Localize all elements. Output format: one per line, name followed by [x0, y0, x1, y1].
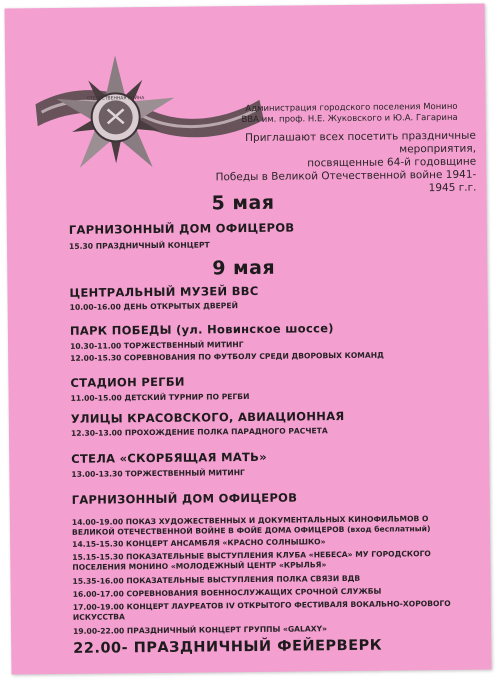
flyer [5, 4, 492, 675]
invitation-line-3: Победы в Великой Отечественной войне 1941-1945 г.г. [215, 168, 477, 195]
venue-streets: УЛИЦЫ КРАСОВСКОГО, АВИАЦИОННАЯ [70, 408, 345, 426]
organizer-line-1: Администрация городского поселения Монино [245, 101, 458, 115]
invitation-line-2: посвященные 64-й годовщине [307, 155, 477, 170]
event-rally-2: 13.00-13.30 ТОРЖЕСТВЕННЫЙ МИТИНГ [71, 468, 245, 479]
emblem-text: ОТЕЧЕСТВЕННАЯ ВОЙНА [86, 96, 145, 102]
invitation-line-1: Приглашают всех посетить праздничные мероприятия, [245, 129, 477, 156]
event-parade: 12.30-13.00 ПРОХОЖДЕНИЕ ПОЛКА ПАРАДНОГО РАСЧЕТА [70, 426, 328, 438]
event-galaxy-concert: 19.00-22.00 ПРАЗДНИЧНЫЙ КОНЦЕРТ ГРУППЫ «GALAXY» [73, 624, 328, 636]
event-open-day: 10.00-16.00 ДЕНЬ ОТКРЫТЫХ ДВЕРЕЙ [69, 301, 238, 312]
venue-victory-park: ПАРК ПОБЕДЫ (ул. Новинское шоссе) [69, 321, 334, 338]
event-laureates-concert: 17.00-19.00 КОНЦЕРТ ЛАУРЕАТОВ IV ОТКРЫТОГО ФЕСТИВАЛЯ ВОКАЛЬНО-ХОРОВОГО ИСКУССТВА [72, 598, 451, 622]
venue-officers-house-may9: ГАРНИЗОННЫЙ ДОМ ОФИЦЕРОВ [71, 490, 298, 507]
date-may-9: 9 мая [212, 256, 276, 280]
event-rally-1: 10.30-11.00 ТОРЖЕСТВЕННЫЙ МИТИНГ [70, 340, 244, 351]
event-servicemen-competition: 16.00-17.00 СОРЕВНОВАНИЯ ВОЕННОСЛУЖАЩИХ СРОЧНОЙ СЛУЖБЫ [72, 586, 382, 599]
venue-officers-house-may5: ГАРНИЗОННЫЙ ДОМ ОФИЦЕРОВ [68, 220, 295, 237]
organizer-line-2: ВВА им. проф. Н.Е. Жуковского и Ю.А. Гагарина [241, 112, 458, 126]
header [194, 102, 477, 198]
event-football: 12.00-15.30 СОРЕВНОВАНИЯ ПО ФУТБОЛУ СРЕДИ ДВОРОВЫХ КОМАНД [70, 350, 384, 363]
event-rugby: 11.00-15.00 ДЕТСКИЙ ТУРНИР ПО РЕГБИ [70, 391, 250, 403]
date-may-5: 5 мая [211, 191, 275, 215]
venue-air-force-museum: ЦЕНТРАЛЬНЫЙ МУЗЕЙ ВВС [69, 283, 259, 300]
event-vdv-regiment: 15.35-16.00 ПОКАЗАТЕЛЬНЫЕ ВЫСТУПЛЕНИЯ ПОЛКА СВЯЗИ ВДВ [72, 573, 361, 586]
fireworks-headline: 22.00- ПРАЗДНИЧНЫЙ ФЕЙЕРВЕРК [73, 637, 383, 657]
event-ensemble-concert: 14.15-15.30 КОНЦЕРТ АНСАМБЛЯ «КРАСНО СОЛНЫШКО» [72, 537, 326, 549]
event-nebesa-club: 15.15-15.30 ПОКАЗАТЕЛЬНЫЕ ВЫСТУПЛЕНИЯ КЛУБА «НЕБЕСА» МУ ГОРОДСКОГО ПОСЕЛЕНИЯ МОНИНО «МОЛОДЕЖНЫЙ ЦЕНТР «КРЫЛЬЯ» [72, 549, 431, 572]
venue-rugby-stadium: СТАДИОН РЕГБИ [70, 374, 185, 390]
venue-mourning-mother-stela: СТЕЛА «СКОРБЯЩАЯ МАТЬ» [71, 449, 267, 466]
event-may5-concert: 15.30 ПРАЗДНИЧНЫЙ КОНЦЕРТ [68, 240, 210, 251]
event-films: 14.00-19.00 ПОКАЗ ХУДОЖЕСТВЕННЫХ И ДОКУМЕНТАЛЬНЫХ КИНОФИЛЬМОВ О ВЕЛИКОЙ ОТЕЧЕСТВЕННОЙ ВОЙНЕ В ФОЙЕ ДОМА ОФИЦЕРОВ (вход бесплатный) [71, 514, 431, 537]
